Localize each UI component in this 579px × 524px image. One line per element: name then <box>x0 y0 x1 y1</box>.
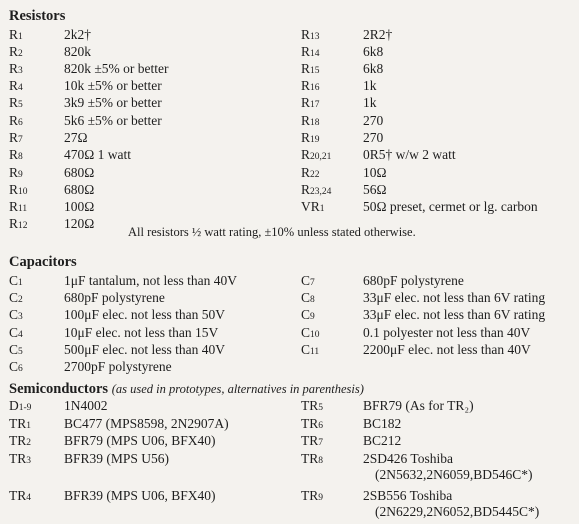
part-ref-subscript: 9 <box>18 170 23 180</box>
part-ref <box>9 147 23 165</box>
part-ref-subscript: 17 <box>310 100 320 110</box>
part-value: 2200μF elec. not less than 40V <box>363 342 531 357</box>
part-value: 2SB556 Toshiba <box>363 488 453 503</box>
part-ref <box>9 451 31 469</box>
part-value: 270 <box>363 113 384 128</box>
part-ref-letter: R <box>9 199 19 214</box>
part-ref-subscript: 1 <box>18 278 23 288</box>
part-ref-subscript: 1 <box>26 421 32 431</box>
part-ref-letter: R <box>301 113 311 128</box>
part-value: 470Ω 1 watt <box>64 147 132 162</box>
part-ref-subscript: 2 <box>18 49 23 59</box>
part-ref-subscript: 5 <box>18 100 23 110</box>
part-ref-letter: TR <box>301 416 319 431</box>
part-ref-letter: R <box>9 147 19 162</box>
part-ref <box>9 44 23 62</box>
part-value: BFR79 (MPS U06, BFX40) <box>64 433 216 448</box>
part-ref <box>9 95 23 113</box>
part-ref-subscript: 4 <box>26 493 32 503</box>
part-value: 820k ±5% or better <box>64 61 169 76</box>
part-ref-letter: C <box>9 307 19 322</box>
part-ref-subscript: 5 <box>318 403 324 413</box>
part-value-alternatives: (2N5632,2N6059,BD546C*) <box>375 467 533 482</box>
part-ref-letter: C <box>9 290 19 305</box>
part-ref-subscript: 15 <box>310 66 320 76</box>
part-ref-subscript: 3 <box>18 312 23 322</box>
part-ref-subscript: 8 <box>310 295 315 305</box>
part-ref <box>301 416 323 434</box>
part-ref-subscript: 2 <box>18 295 23 305</box>
part-ref-letter: R <box>9 95 19 110</box>
part-ref-subscript: 9 <box>318 493 324 503</box>
semiconductors-title: Semiconductors <box>9 381 109 397</box>
part-ref-letter: C <box>301 342 311 357</box>
part-ref-subscript: 19 <box>310 135 320 145</box>
semiconductors-note: (as used in prototypes, alternatives in parenthesis) <box>111 382 364 396</box>
part-ref-subscript: 3 <box>18 66 23 76</box>
part-ref-letter: TR <box>301 433 319 448</box>
part-ref-subscript: 1-9 <box>18 403 32 413</box>
part-value: BFR39 (MPS U06, BFX40) <box>64 488 216 503</box>
part-ref-subscript: 5 <box>18 347 23 357</box>
part-ref <box>9 199 27 217</box>
part-ref-subscript: 13 <box>310 32 320 42</box>
part-ref-letter: TR <box>301 451 319 466</box>
part-ref <box>301 147 331 165</box>
part-ref <box>301 199 325 217</box>
part-value: BFR39 (MPS U56) <box>64 451 170 466</box>
part-ref <box>9 359 23 377</box>
part-ref-letter: R <box>9 44 19 59</box>
part-ref-letter: R <box>301 182 311 197</box>
part-ref <box>9 113 23 131</box>
part-ref-subscript: 6 <box>18 364 23 374</box>
part-ref-subscript: 11 <box>310 347 320 357</box>
part-value: 6k8 <box>363 44 384 59</box>
part-ref-letter: C <box>301 290 311 305</box>
part-ref <box>9 130 23 148</box>
part-ref-subscript: 11 <box>18 204 28 214</box>
part-ref <box>301 451 323 469</box>
resistors-heading: Resistors <box>9 8 66 24</box>
part-ref <box>9 325 23 343</box>
part-ref-subscript: 22 <box>310 170 320 180</box>
part-ref-subscript: 6 <box>318 421 324 431</box>
part-value-alternatives: (2N6229,2N6052,BD5445C*) <box>375 504 540 519</box>
part-value: 680Ω <box>64 165 95 180</box>
part-value: 0.1 polyester not less than 40V <box>363 325 531 340</box>
part-ref-subscript: 1 <box>18 32 23 42</box>
part-ref-letter: TR <box>301 398 319 413</box>
part-value: BC182 <box>363 416 402 431</box>
part-ref-subscript: 9 <box>310 312 315 322</box>
part-ref-subscript: 8 <box>318 456 324 466</box>
part-ref <box>9 216 28 234</box>
part-ref-subscript: 6 <box>18 118 23 128</box>
part-ref <box>301 27 320 45</box>
part-value: 5k6 ±5% or better <box>64 113 162 128</box>
part-ref <box>9 61 23 79</box>
part-ref-letter: TR <box>9 488 27 503</box>
part-value: 1k <box>363 95 377 110</box>
part-ref <box>301 325 320 343</box>
part-ref-letter: R <box>9 130 19 145</box>
part-value: 2k2† <box>64 27 91 42</box>
part-value: BC477 (MPS8598, 2N2907A) <box>64 416 229 431</box>
part-ref-subscript: 2 <box>26 438 32 448</box>
part-value: BC212 <box>363 433 402 448</box>
part-value: 2R2† <box>363 27 393 42</box>
part-value: 680pF polystyrene <box>363 273 464 288</box>
part-ref <box>9 433 31 451</box>
part-ref-letter: R <box>301 147 311 162</box>
part-value: 500μF elec. not less than 40V <box>64 342 225 357</box>
part-ref-subscript: 7 <box>18 135 23 145</box>
part-ref-letter: C <box>9 342 19 357</box>
part-ref <box>9 307 23 325</box>
part-ref-letter: R <box>301 61 311 76</box>
part-value: 10μF elec. not less than 15V <box>64 325 219 340</box>
part-value: 1μF tantalum, not less than 40V <box>64 273 237 288</box>
part-ref-subscript: 10 <box>18 187 28 197</box>
part-ref <box>9 398 31 416</box>
part-ref-letter: TR <box>9 451 27 466</box>
part-value: 270 <box>363 130 384 145</box>
part-ref <box>301 165 320 183</box>
part-ref <box>301 290 315 308</box>
part-ref-letter: R <box>9 78 19 93</box>
part-ref <box>301 130 320 148</box>
part-ref-subscript: 1 <box>319 204 325 214</box>
part-ref <box>9 416 31 434</box>
part-ref <box>301 398 323 416</box>
part-ref-letter: R <box>301 27 311 42</box>
part-ref <box>301 342 319 360</box>
part-value: 33μF elec. not less than 6V rating <box>363 307 546 322</box>
part-ref <box>301 95 320 113</box>
part-ref-letter: R <box>9 182 19 197</box>
part-ref-letter: D <box>9 398 19 413</box>
part-ref-letter: R <box>301 44 311 59</box>
part-ref <box>9 165 23 183</box>
part-ref <box>301 307 315 325</box>
part-value: 680pF polystyrene <box>64 290 165 305</box>
part-ref-letter: R <box>9 61 19 76</box>
part-ref-subscript: 10 <box>310 330 320 340</box>
part-ref-subscript: 8 <box>18 152 23 162</box>
part-value: 56Ω <box>363 182 387 197</box>
part-ref <box>301 61 320 79</box>
part-ref-letter: R <box>301 165 311 180</box>
part-ref-letter: TR <box>9 433 27 448</box>
part-ref <box>9 342 23 360</box>
part-value: 680Ω <box>64 182 95 197</box>
part-ref <box>9 273 23 291</box>
part-ref-letter: R <box>301 78 311 93</box>
part-ref <box>301 182 331 200</box>
part-ref-subscript: 7 <box>318 438 324 448</box>
part-ref-letter: R <box>9 27 19 42</box>
part-ref-subscript: 14 <box>310 49 320 59</box>
part-ref <box>301 488 323 506</box>
resistors-note: All resistors ½ watt rating, ±10% unless stated otherwise. <box>128 225 416 239</box>
part-ref-letter: VR <box>301 199 320 214</box>
semiconductors-heading <box>9 381 364 397</box>
part-value: 100Ω <box>64 199 95 214</box>
part-value: 10k ±5% or better <box>64 78 162 93</box>
part-value: 50Ω preset, cermet or lg. carbon <box>363 199 538 214</box>
part-value: 120Ω <box>64 216 95 231</box>
part-value: 0R5† w/w 2 watt <box>363 147 456 162</box>
part-value: 3k9 ±5% or better <box>64 95 162 110</box>
part-ref-subscript: 4 <box>18 83 23 93</box>
part-value: 1N4002 <box>64 398 108 413</box>
part-ref-letter: R <box>9 216 19 231</box>
part-ref <box>301 113 320 131</box>
part-ref-letter: R <box>9 113 19 128</box>
part-value: 100μF elec. not less than 50V <box>64 307 225 322</box>
part-ref-subscript: 16 <box>310 83 320 93</box>
part-ref-letter: C <box>9 359 19 374</box>
part-ref-subscript: 12 <box>18 221 28 231</box>
part-ref-subscript: 20,21 <box>310 152 332 162</box>
part-value: 6k8 <box>363 61 384 76</box>
part-value: 820k <box>64 44 91 59</box>
part-value: 2SD426 Toshiba <box>363 451 453 466</box>
part-ref-letter: TR <box>301 488 319 503</box>
part-ref-subscript: 7 <box>310 278 315 288</box>
part-value: 27Ω <box>64 130 88 145</box>
part-value: 1k <box>363 78 377 93</box>
part-ref <box>9 78 23 96</box>
part-ref-subscript: 3 <box>26 456 32 466</box>
part-ref-letter: R <box>9 165 19 180</box>
part-ref <box>301 44 320 62</box>
part-ref-letter: C <box>301 273 311 288</box>
part-ref-letter: C <box>9 273 19 288</box>
part-ref-letter: R <box>301 130 311 145</box>
part-ref-letter: R <box>301 95 311 110</box>
part-ref-subscript: 4 <box>18 330 23 340</box>
part-ref <box>301 78 320 96</box>
part-value: 2700pF polystyrene <box>64 359 172 374</box>
part-ref-subscript: 18 <box>310 118 320 128</box>
part-ref <box>301 433 323 451</box>
part-value: 33μF elec. not less than 6V rating <box>363 290 546 305</box>
part-ref <box>9 290 23 308</box>
part-value: 10Ω <box>363 165 387 180</box>
part-ref <box>9 488 31 506</box>
part-ref-letter: C <box>9 325 19 340</box>
capacitors-heading: Capacitors <box>9 254 77 270</box>
part-value: BFR79 (As for TR₂) <box>363 398 474 413</box>
part-ref-subscript: 23,24 <box>310 187 332 197</box>
part-ref <box>9 27 23 45</box>
part-ref-letter: C <box>301 307 311 322</box>
part-ref-letter: C <box>301 325 311 340</box>
part-ref <box>9 182 28 200</box>
part-ref-letter: TR <box>9 416 27 431</box>
part-ref <box>301 273 315 291</box>
